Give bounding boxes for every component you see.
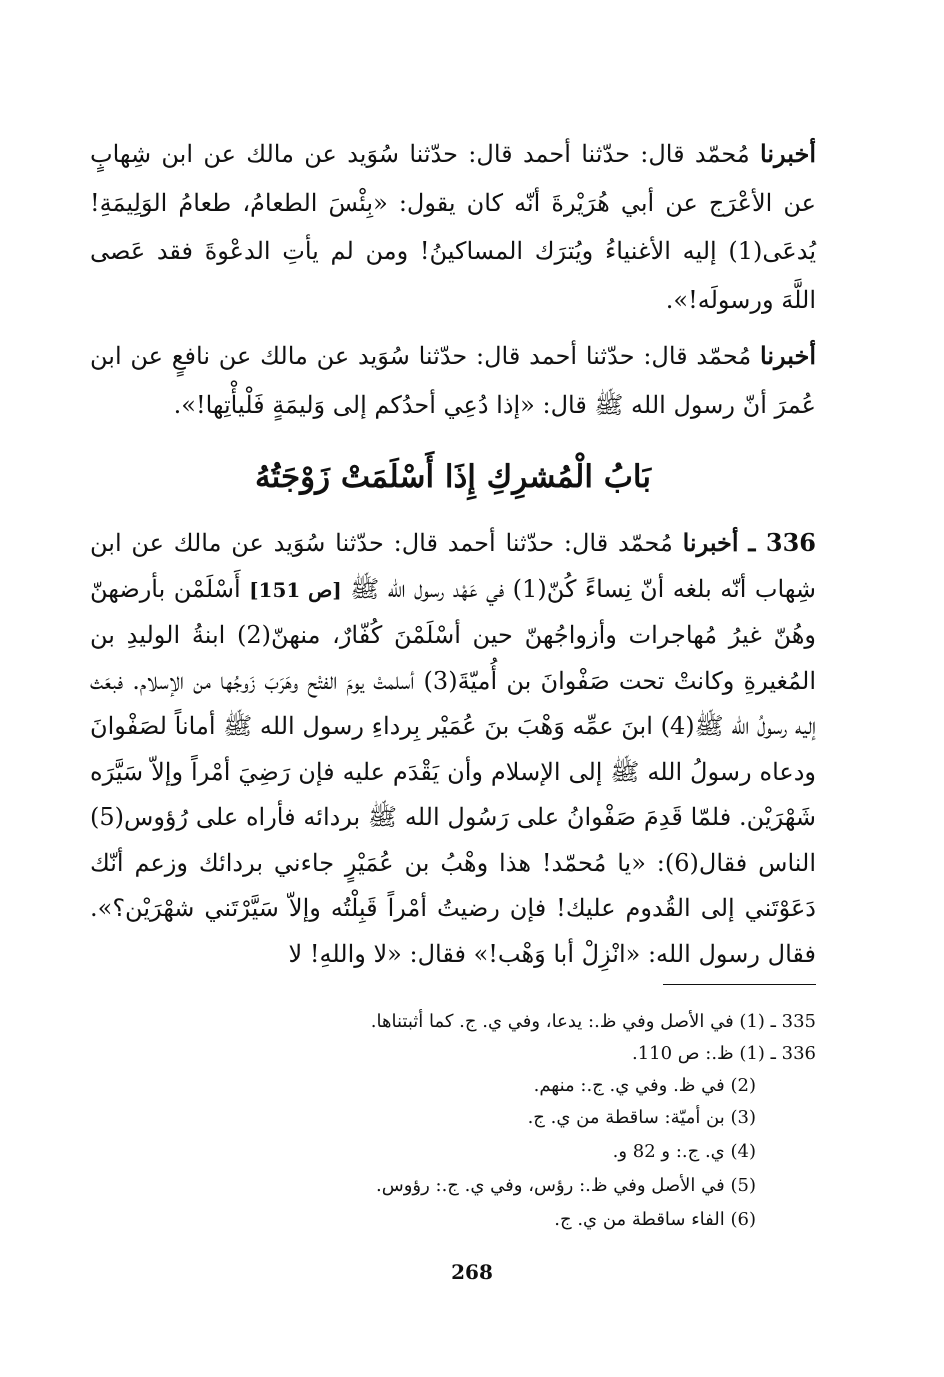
chapter-heading: بَابُ الْمُشرِكِ إِذَا أَسْلَمَتْ زَوْجَتُهُ xyxy=(254,459,652,495)
page-reference: [ص 151] xyxy=(249,577,342,602)
footnote: (2) في ظ. وفي ي. ج.: منهم. xyxy=(533,1075,756,1096)
footnote-separator xyxy=(663,984,816,985)
hadith-paragraph-335 xyxy=(90,130,816,324)
paragraph-body-a: مُحمّد قال: حدّثنا أحمد قال: حدّثنا سُوَيد عن مالك عن ابن شِهاب أنّه بلغه أنّ نِساءً كُنّ(1) في عَهْد رسول الله ﷺ xyxy=(90,529,817,603)
paragraph-body-b: أَسْلَمْن بأرضهنّ وهُنّ غيرُ مُهاجرات وأزواجُهنّ حين أسْلَمْنَ كُفّارٌ، منهنّ(2) ابنةُ الوليدِ بن المُغيرةِ وكانتْ تحت صَفْوانَ بن أُميّةَ(3) أسلمتْ يومَ الفتْح وهَرَبَ زَوجُها من الإسلام. فبعَث إليه رسولُ الله ﷺ(4) ابنَ عمِّه وَهْبَ بنَ عُمَيْر بِرداءِ رسول الله ﷺ أماناً لصَفْوانَ ودعاه رسولُ الله ﷺ إلى الإسلام وأن يَقْدَم عليه فإن رَضِيَ أمْراً وإلاّ سَيَّرَه شَهْرَيْن. فلمّا قَدِمَ صَفْوانُ على رَسُول الله ﷺ بردائه فأراه على رُؤوس(5) الناس فقال(6): «يا مُحمّد! هذا وهْبُ بن عُمَيْرٍ جاءني بردائك وزعم أنّك دَعَوْتَني إلى القُدوم عليك! فإن رضيتُ أمْراً قَبِلْتُه وإلاّ سَيَّرْتَني شهْرَيْن؟». فقال رسول الله: «انْزِلْ أبا وَهْب!» فقال: «لا واللهِ! لا xyxy=(90,574,817,968)
paragraph-lead-word: أخبرنا xyxy=(760,139,816,168)
footnote: (3) بن أميّة: ساقطة من ي. ج. xyxy=(527,1107,756,1128)
footnote: (6) الفاء ساقطة من ي. ج. xyxy=(554,1209,756,1230)
hadith-paragraph-336 xyxy=(90,520,816,977)
paragraph-lead-word: أخبرنا xyxy=(760,341,816,370)
footnote: (4) ي. ج.: و 82 و. xyxy=(612,1141,756,1162)
paragraph-body: مُحمّد قال: حدّثنا أحمد قال: حدّثنا سُوَيد عن مالك عن ابن شِهابٍ عن الأعْرَج عن أبي هُرَيْرةَ أنّه كان يقول: «بِئْسَ الطعامُ، طعامُ الوَلِيمَةِ! يُدعَى(1) إليه الأغنياءُ ويُترَك المساكينُ! ومن لم يأتِ الدعْوةَ فقد عَصى اللَّهَ ورسولَه!». xyxy=(90,140,816,314)
page-number: 268 xyxy=(451,1260,493,1284)
hadith-number: 336 ـ xyxy=(748,528,816,557)
footnote: 335 ـ (1) في الأصل وفي ظ.: يدعا، وفي ي. ج. كما أثبتناها. xyxy=(370,1011,816,1032)
footnote: 336 ـ (1) ظ.: ص 110. xyxy=(631,1043,816,1064)
paragraph-lead-word: أخبرنا xyxy=(682,528,739,557)
paragraph-body: مُحمّد قال: حدّثنا أحمد قال: حدّثنا سُوَيد عن مالك عن نافعٍ عن ابن عُمرَ أنّ رسول الله ﷺ قال: «إذا دُعِي أحدُكم إلى وَليمَةٍ فَلْيأْتِها!». xyxy=(90,342,816,419)
footnote: (5) في الأصل وفي ظ.: رؤس، وفي ي. ج.: رؤوس. xyxy=(376,1175,756,1196)
hadith-paragraph xyxy=(90,332,816,429)
